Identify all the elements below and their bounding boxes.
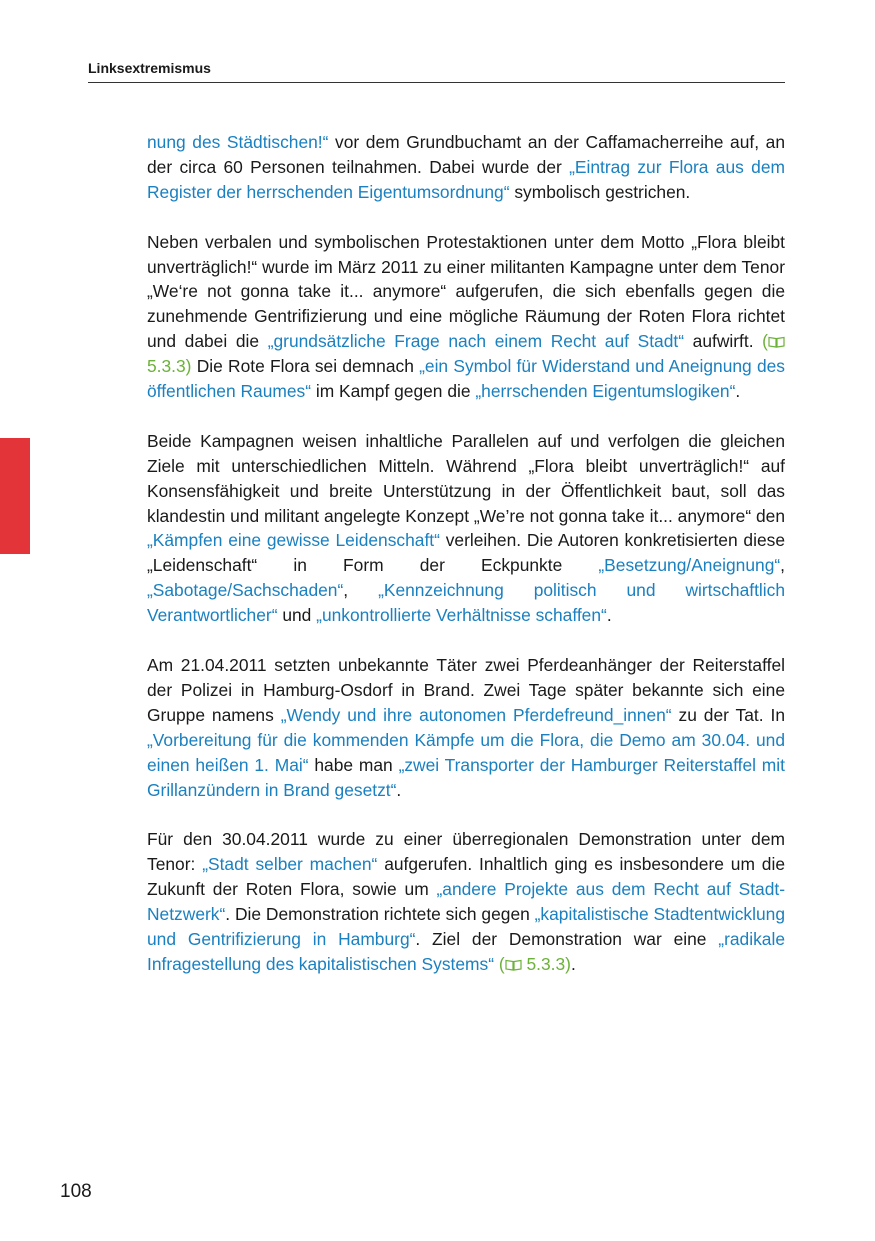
quote: „grundsätzliche Frage nach einem Recht auf Stadt“ [267, 331, 684, 352]
quote: „herrschenden Eigentumslogiken“ [475, 381, 736, 402]
chapter-marker-tab [0, 438, 30, 554]
page-number: 108 [60, 1181, 92, 1202]
cross-reference: ( 5.3.3) [147, 331, 785, 376]
paragraph-4 [147, 653, 785, 802]
text: und [277, 605, 317, 626]
text: zu der Tat. In [671, 704, 785, 725]
quote: „Besetzung/Aneignung“ [598, 555, 781, 576]
quote: „radikale Infragestellung des kapitalistischen Systems“ [147, 928, 785, 974]
paragraph-2 [147, 230, 785, 404]
text: . Ziel der Demonstration war eine [415, 928, 719, 949]
text: . [735, 381, 741, 402]
text: , [780, 555, 785, 576]
text: im Kampf gegen die [311, 381, 476, 402]
text: aufgerufen. Inhaltlich ging es insbesondere um die Zukunft der Roten Flora, sowie um [147, 854, 785, 900]
quote: „ein Symbol für Widerstand und Aneignung des öffentlichen Raumes“ [147, 356, 785, 402]
text: Beide Kampagnen weisen inhaltliche Parallelen auf und verfolgen die gleichen Ziele mit unterschiedlichen Mitteln. Während „Flora bleibt unverträglich!“ auf Konsensfähigkeit und breite Unterstützung in der Öffentlichkeit baut, soll das klandestin und militant angelegte Konzept „We’re not gonna take it... anymore“ den [147, 430, 785, 526]
quote: „Sabotage/Sachschaden“ [147, 580, 344, 601]
text: aufwirft. [684, 331, 763, 352]
quote: „zwei Transporter der Hamburger Reiterstaffel mit Grillanzündern in Brand gesetzt“ [147, 754, 785, 800]
text: , [343, 580, 379, 601]
text: . [570, 953, 576, 974]
paragraph-1 [147, 130, 785, 205]
text: verleihen. Die Autoren konkretisierten diese „Leidenschaft“ in Form der Eckpunkte [147, 530, 785, 576]
book-icon [505, 959, 522, 971]
text: vor dem Grundbuchamt an der Caffamacherreihe auf, an der circa 60 Personen teilnahmen. Dabei wurde der [147, 132, 786, 177]
quote: nung des Städtischen!“ [147, 132, 329, 152]
text: . [606, 605, 612, 626]
paragraph-3 [147, 429, 785, 628]
text: Die Rote Flora sei demnach [191, 356, 420, 377]
text: habe man [308, 754, 399, 775]
body-text [147, 130, 785, 1002]
text: Für den 30.04.2011 wurde zu einer überregionalen Demonstration unter dem Tenor: [147, 829, 785, 875]
text: symbolisch gestrichen. [509, 181, 691, 202]
text: . [396, 779, 402, 800]
quote: „Kennzeichnung politisch und wirtschaftlich Verantwortlicher“ [147, 580, 785, 626]
quote: „kapitalistische Stadtentwicklung und Gentrifizierung in Hamburg“ [147, 904, 786, 949]
quote: „Wendy und ihre autonomen Pferdefreund_innen“ [280, 704, 672, 725]
running-header: Linksextremismus [88, 60, 211, 76]
text: Am 21.04.2011 setzten unbekannte Täter zwei Pferdeanhänger der Reiterstaffel der Polizei in Hamburg-Osdorf in Brand. Zwei Tage später bekannte sich eine Gruppe namens [147, 654, 785, 725]
book-icon [768, 336, 785, 348]
cross-reference: ( 5.3.3) [498, 953, 571, 974]
quote: „Kämpfen eine gewisse Leidenschaft“ [147, 530, 440, 551]
quote: „unkontrollierte Verhältnisse schaffen“ [316, 605, 607, 626]
paragraph-5 [147, 827, 785, 976]
text: Neben verbalen und symbolischen Protestaktionen unter dem Motto „Flora bleibt unverträglich!“ wurde im März 2011 zu einer militanten Kampagne unter dem Tenor „We‘re not gonna take it... anymore“ aufgerufen, die sich ebenfalls gegen die zunehmende Gentrifizierung und eine mögliche Räumung der Roten Flora richtet und dabei die [147, 231, 785, 352]
quote: „Stadt selber machen“ [202, 854, 378, 875]
text: . Die Demonstration richtete sich gegen [225, 904, 535, 925]
quote: „Eintrag zur Flora aus dem Register der herrschenden Eigentumsordnung“ [147, 156, 785, 202]
quote: „Vorbereitung für die kommenden Kämpfe um die Flora, die Demo am 30.04. und einen heißen 1. Mai“ [147, 729, 785, 775]
quote: „andere Projekte aus dem Recht auf Stadt-Netzwerk“ [147, 879, 785, 925]
header-divider [88, 82, 785, 83]
